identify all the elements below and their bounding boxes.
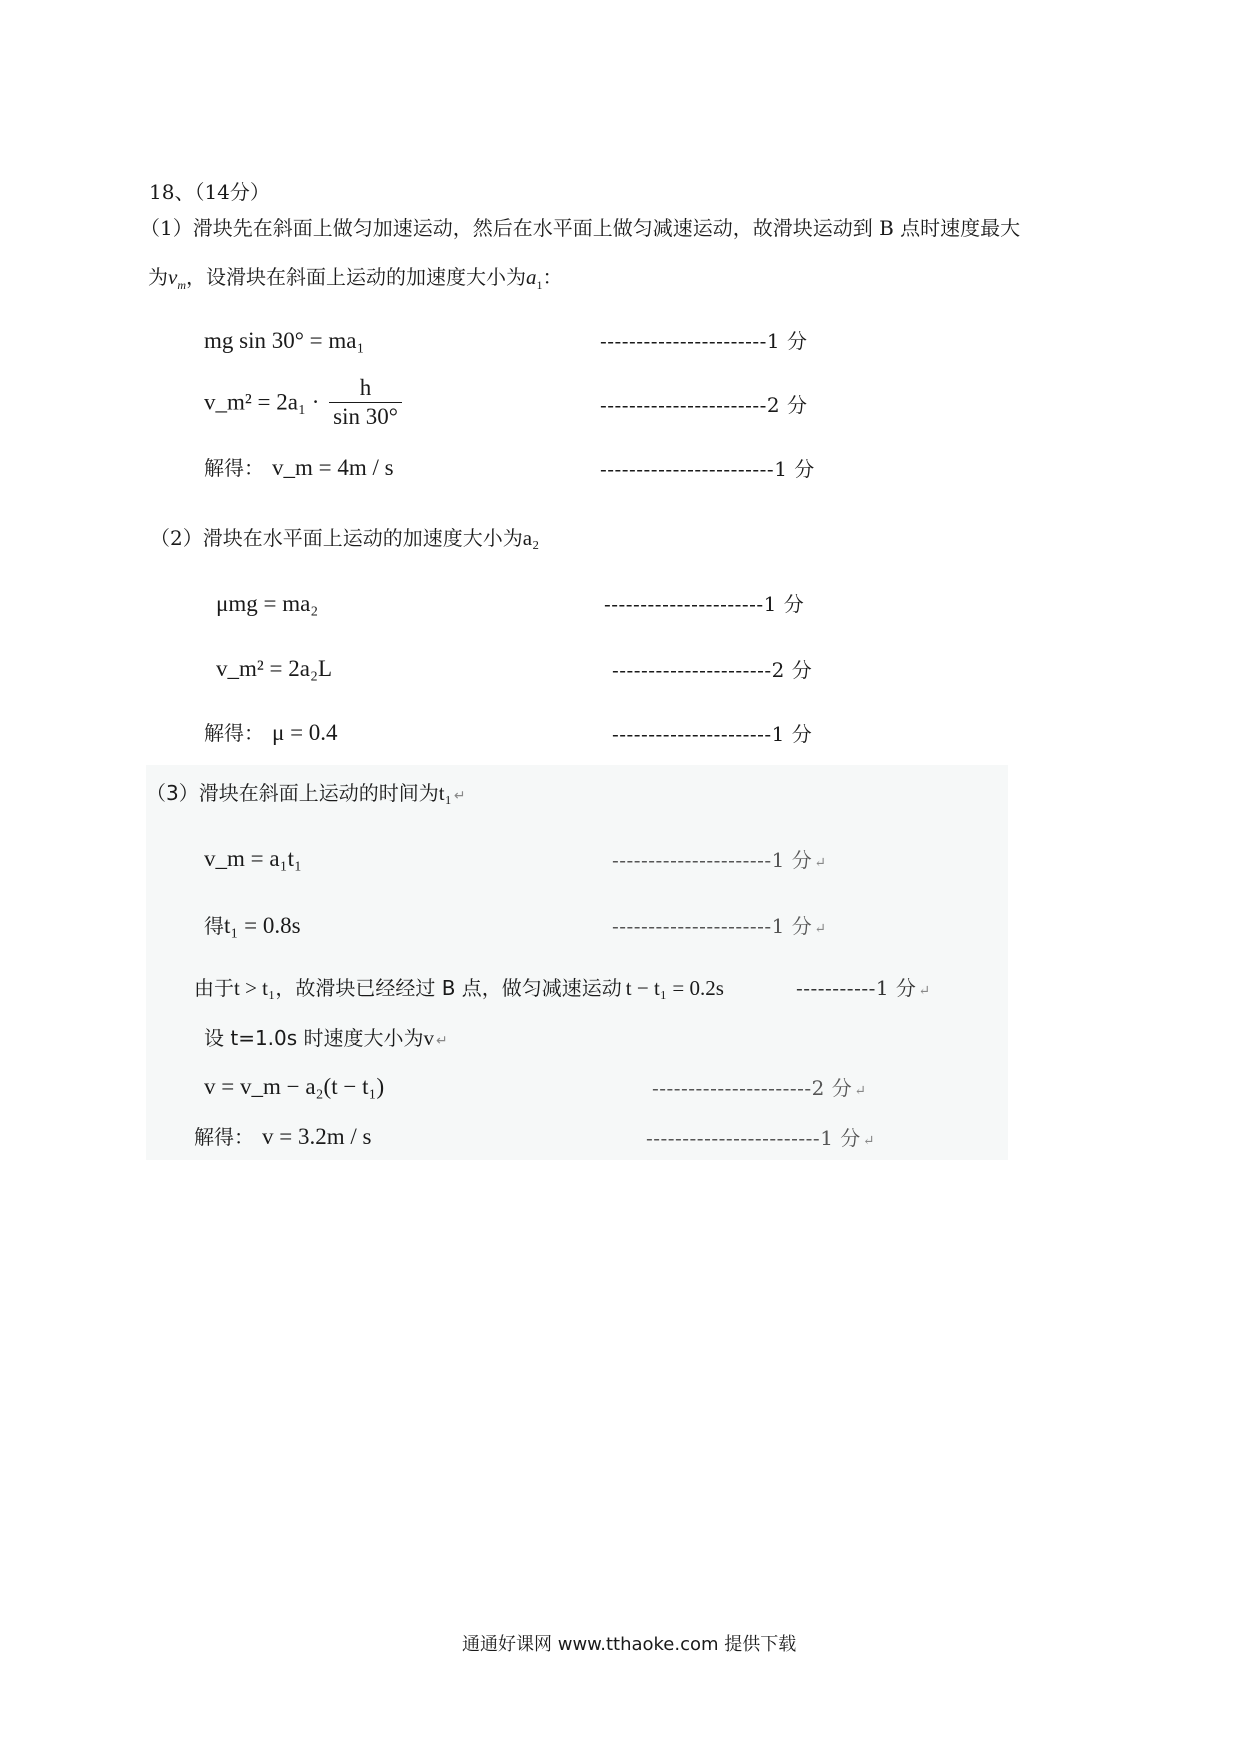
part3-scanned-region: [146, 765, 1008, 1160]
part2-result-label: 解得：: [204, 721, 264, 745]
var-a1: $a_1$: [526, 265, 543, 293]
part3-equation-5-points-text: ----------------------2 分: [652, 1076, 853, 1100]
part3-equation-2-points-text: ----------------------1 分: [612, 914, 813, 938]
part3-equation-2: [204, 913, 301, 939]
part3-line-4-prefix: 设 t=1.0s 时速度大小为: [204, 1026, 424, 1050]
part2-intro-text: （2）滑块在水平面上运动的加速度大小为: [150, 526, 523, 550]
return-mark-icon: ↵: [814, 855, 827, 871]
part3-intro-text: （3）滑块在斜面上运动的时间为: [146, 781, 439, 805]
part2-result-points: ----------------------1 分: [612, 722, 813, 746]
part3-line-4: [204, 1025, 448, 1053]
part3-equation-1-points-text: ----------------------1 分: [612, 848, 813, 872]
part3-line-3-prefix: 由于: [194, 976, 234, 1000]
part2-equation-2: v_m² = 2a₂L: [216, 656, 333, 681]
part3-equation-1: v_m = a₁t₁: [204, 846, 302, 871]
part3-equation-2-label: 得: [204, 914, 224, 938]
part3-result: v = 3.2m / s: [262, 1124, 372, 1149]
fraction-denominator: sin 30°: [333, 404, 398, 429]
part3-intro: [146, 780, 466, 808]
var-vm: $v_m$: [168, 265, 186, 293]
part1-equation-2: [204, 374, 402, 431]
part2-equation-1-points: ----------------------1 分: [604, 592, 805, 616]
part2-result: μ = 0.4: [272, 720, 338, 745]
fraction-h-over-sin30: [329, 374, 402, 431]
part3-line-3-mid: ，故滑块已经经过 B 点，做匀减速运动: [275, 976, 622, 1000]
part3-line-3-condition: t > t₁: [234, 976, 276, 1000]
return-mark-icon: ↵: [918, 983, 931, 999]
part1-intro-line1: （1）滑块先在斜面上做匀加速运动，然后在水平面上做匀减速运动，故滑块运动到 B 点时速度最大: [140, 216, 1021, 240]
part1-intro-prefix: 为: [148, 265, 168, 289]
var-t1: t₁: [438, 781, 452, 805]
part1-intro-suffix: ：: [542, 265, 563, 289]
part1-intro-mid: ，设滑块在斜面上运动的加速度大小为: [186, 265, 526, 289]
part1-equation-1: mg sin 30° = ma₁: [204, 328, 365, 353]
part3-line-3: [194, 975, 724, 1001]
part3-line-3-points-text: -----------1 分: [796, 976, 917, 1000]
part3-line-3-points: [796, 976, 931, 1003]
return-mark-icon: ↵: [862, 1133, 876, 1149]
part3-equation-1-points: [612, 848, 827, 875]
question-header: 18、（14分）: [149, 180, 270, 204]
part1-result-points: ------------------------1 分: [600, 457, 815, 481]
part1-result: v_m = 4m / s: [272, 455, 394, 480]
var-v: v: [423, 1026, 435, 1050]
part3-line-3-eq: t − t₁ = 0.2s: [625, 976, 724, 1000]
fraction-numerator: h: [329, 374, 402, 403]
part1-intro-line2: [148, 264, 563, 298]
part2-equation-1: μmg = ma₂: [216, 591, 319, 616]
part1-equation-2-points: -----------------------2 分: [600, 393, 808, 417]
return-mark-icon: ↵: [814, 921, 827, 937]
part3-result-points-text: ------------------------1 分: [646, 1126, 861, 1150]
part3-equation-5-points: [652, 1076, 867, 1103]
return-mark-icon: ↵: [436, 1033, 448, 1049]
page-footer: 通通好课网 www.tthaoke.com 提供下载: [462, 1634, 797, 1655]
part3-equation-2-points: [612, 914, 827, 941]
var-a2: a₂: [522, 526, 540, 550]
return-mark-icon: ↵: [453, 788, 466, 804]
part1-equation-1-points: -----------------------1 分: [600, 329, 808, 353]
part3-equation-5: v = v_m − a₂(t − t₁): [204, 1074, 385, 1099]
part2-equation-2-points: ----------------------2 分: [612, 658, 813, 682]
part3-equation-2-expr: t₁ = 0.8s: [224, 913, 301, 938]
return-mark-icon: ↵: [854, 1083, 867, 1099]
part1-equation-2-lhs: v_m² = 2a₁ ·: [204, 389, 320, 415]
part3-result-points: [646, 1126, 875, 1153]
part3-result-label: 解得：: [194, 1125, 254, 1149]
part2-intro: [150, 525, 539, 551]
part1-result-label: 解得：: [204, 456, 264, 480]
